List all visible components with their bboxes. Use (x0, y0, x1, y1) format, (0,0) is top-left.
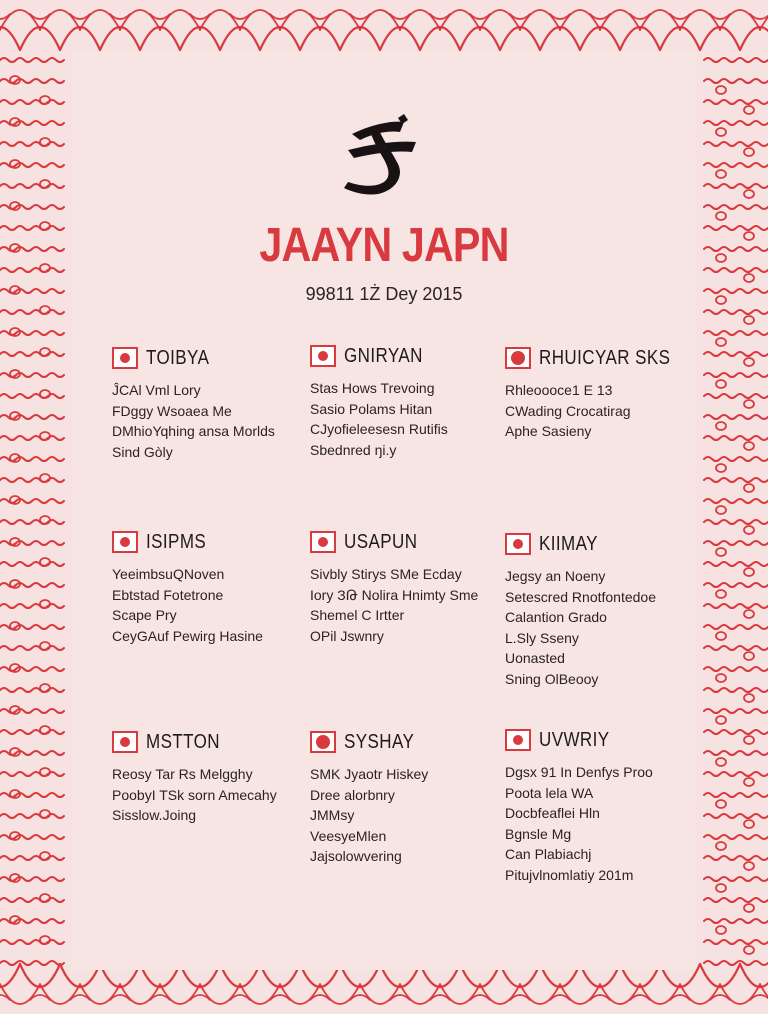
section-7 (310, 728, 510, 867)
list-item: Sning OlBeooy (505, 670, 599, 687)
section-0 (112, 344, 312, 462)
section-4 (310, 528, 510, 646)
section-title: RHUICYAR SKS (539, 346, 671, 369)
flag-icon (310, 345, 336, 367)
list-item: Sisslow.Joing (112, 807, 197, 823)
page-subtitle: 99811 1Ż Dey 2015 (305, 284, 463, 304)
section-list (310, 764, 510, 867)
list-item: Scape Pry (112, 607, 177, 623)
flag-icon (505, 729, 531, 751)
list-item: Dgsx 91 In Denfys Proo (505, 764, 653, 780)
list-item: Rhleoooce1 E 13 (505, 382, 613, 398)
list-item: Docbfeaflei Hln (505, 805, 600, 821)
section-list (112, 564, 312, 646)
list-item: Poota lela WA (505, 784, 594, 801)
list-item: VeesyeMlen (310, 827, 387, 844)
list-item: L.Sly Sseny (505, 629, 579, 646)
list-item: Aphe Sasieny (505, 423, 592, 439)
list-item: FDggy Wsoaea Me (112, 402, 232, 419)
list-item: YeeimbsuQNoven (112, 566, 225, 582)
flag-icon (310, 731, 336, 753)
section-title: GNIRYAN (344, 344, 423, 367)
list-item: OPil Jswnry (310, 627, 384, 644)
section-8 (505, 726, 705, 885)
list-item: Setescred Rnotfontedoe (505, 588, 656, 605)
list-item: Sind Gòly (112, 443, 173, 460)
flag-icon (112, 731, 138, 753)
section-list (505, 566, 705, 689)
section-list (310, 564, 510, 646)
section-title: TOIBYA (146, 346, 210, 369)
section-6 (112, 728, 312, 826)
section-title: UVWRIY (539, 728, 610, 751)
flag-icon (310, 531, 336, 553)
flag-icon (112, 531, 138, 553)
list-item: Pitujvlnomlatiy 201m (505, 866, 634, 883)
list-item: Uonasted (505, 650, 565, 666)
list-item: Stas Hows Trevoing (310, 380, 435, 396)
section-list (505, 380, 705, 442)
list-item: Reosy Tar Rs Melgghy (112, 766, 253, 782)
list-item: Bgnsle Mg (505, 825, 572, 842)
flag-icon (112, 347, 138, 369)
list-item: Iory ЗԹ Nolira Hnimty Sme (310, 586, 479, 603)
flag-icon (505, 347, 531, 369)
section-list (310, 378, 510, 460)
section-list (112, 380, 312, 462)
section-title: SYSHAY (344, 730, 415, 753)
list-item: Ebtstad Fotetrone (112, 586, 224, 603)
section-3 (112, 528, 312, 646)
list-item: CJyofieleesesn Rutifis (310, 421, 448, 437)
section-title: ISIPMS (146, 530, 207, 553)
list-item: CWading Crocatirag (505, 402, 631, 419)
section-list (505, 762, 705, 885)
list-item: Jegsy an Noeny (505, 568, 606, 584)
list-item: Calantion Grado (505, 609, 607, 625)
section-title: KIIMAY (539, 532, 598, 555)
list-item: Jajsolowvering (310, 848, 402, 864)
list-item: SMK Jyaotr Hiskey (310, 766, 429, 782)
section-1 (310, 342, 510, 460)
section-2 (505, 344, 705, 442)
section-list (112, 764, 312, 826)
list-item: CeyGAuf Pewirg Hasine (112, 627, 263, 644)
section-5 (505, 530, 705, 689)
page-title: JAAYN JAPN (259, 219, 509, 272)
list-item: DMhioYqhing ansa Morlds (112, 423, 275, 439)
list-item: Dree alorbnry (310, 786, 395, 803)
calligraphy-logo-icon (338, 112, 424, 200)
list-item: Can Plabiachj (505, 846, 592, 862)
list-item: PoobyI TSk sorn Amecahy (112, 786, 277, 803)
list-item: Shemel C Irtter (310, 607, 405, 623)
list-item: Sbednred ŋi.y (310, 441, 397, 458)
list-item: Sasio Polams Hitan (310, 400, 433, 417)
list-item: JMMsy (310, 807, 355, 823)
list-item: Sivbly Stirys SMe Ecday (310, 566, 462, 582)
section-title: MSTTON (146, 730, 221, 753)
flag-icon (505, 533, 531, 555)
list-item: ĴCAl Vml Lory (112, 382, 201, 398)
section-title: USAPUN (344, 530, 418, 553)
